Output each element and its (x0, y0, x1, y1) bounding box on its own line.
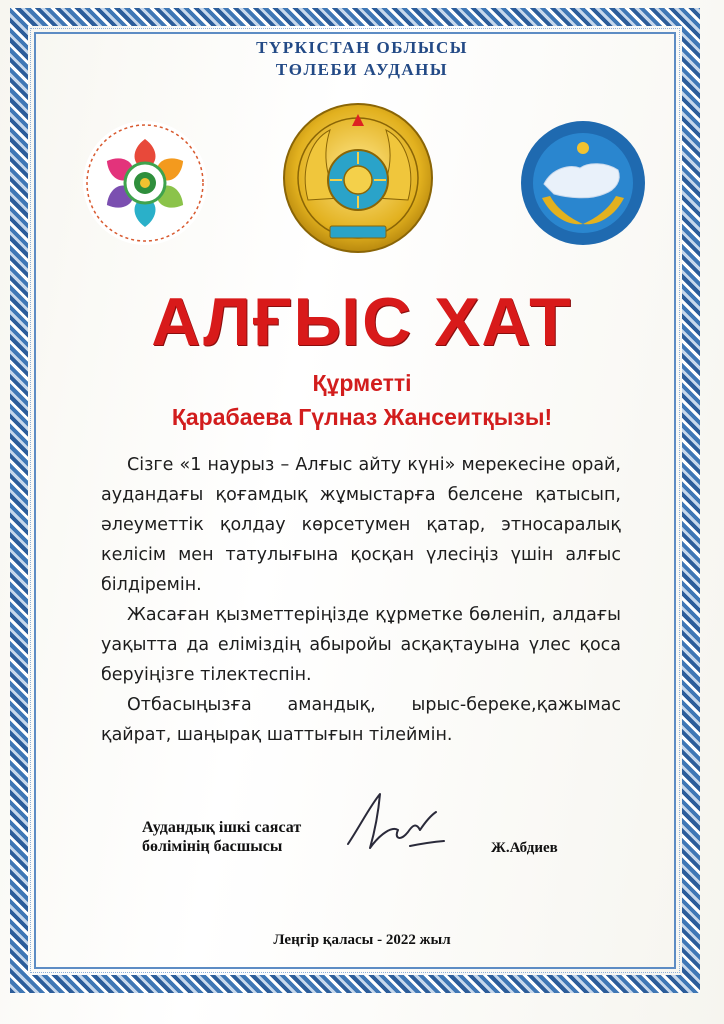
document-title: АЛҒЫС ХАТ (151, 284, 573, 360)
signer-position-line-1: Аудандық ішкі саясат (142, 819, 302, 836)
recipient-name: Қарабаева Гүлназ Жансеитқызы! (171, 404, 553, 430)
letter-body (101, 450, 621, 750)
signer-name: Ж.Абдиев (491, 840, 558, 856)
greeting-honorific: Құрметті (312, 370, 412, 396)
state-emblem-icon (280, 100, 436, 260)
place-and-year: Леңгір қаласы - 2022 жыл (273, 932, 451, 948)
body-paragraph-2: Жасаған қызметтеріңізде құрметке бөленіп, алдағы уақытта да еліміздің абыройы асқақтауына үлес қоса беруіңізге тілектеспін. (101, 605, 621, 685)
gratitude-day-logo-icon (80, 118, 210, 248)
body-paragraph-3: Отбасыңызға амандық, ырыс-береке,қажымас қайрат, шаңырақ шаттығын тілеймін. (101, 695, 621, 745)
region-header: ТҮРКІСТАН ОБЛЫСЫ (256, 38, 468, 57)
assembly-emblem-icon (518, 118, 648, 248)
body-paragraph-1: Сізге «1 наурыз – Алғыс айту күні» мерекесіне орай, аудандағы қоғамдық жұмыстарға белсене қатысып, әлеуметтік қолдау көрсетумен қатар, этносаралық келісім мен татулығына қосқан үлесіңіз үшін алғыс білдіремін. (101, 455, 621, 595)
district-header: ТӨЛЕБИ АУДАНЫ (275, 60, 449, 79)
signer-position-line-2: бөлімінің басшысы (142, 838, 283, 855)
signer-position (142, 818, 372, 856)
handwritten-signature (340, 786, 450, 856)
